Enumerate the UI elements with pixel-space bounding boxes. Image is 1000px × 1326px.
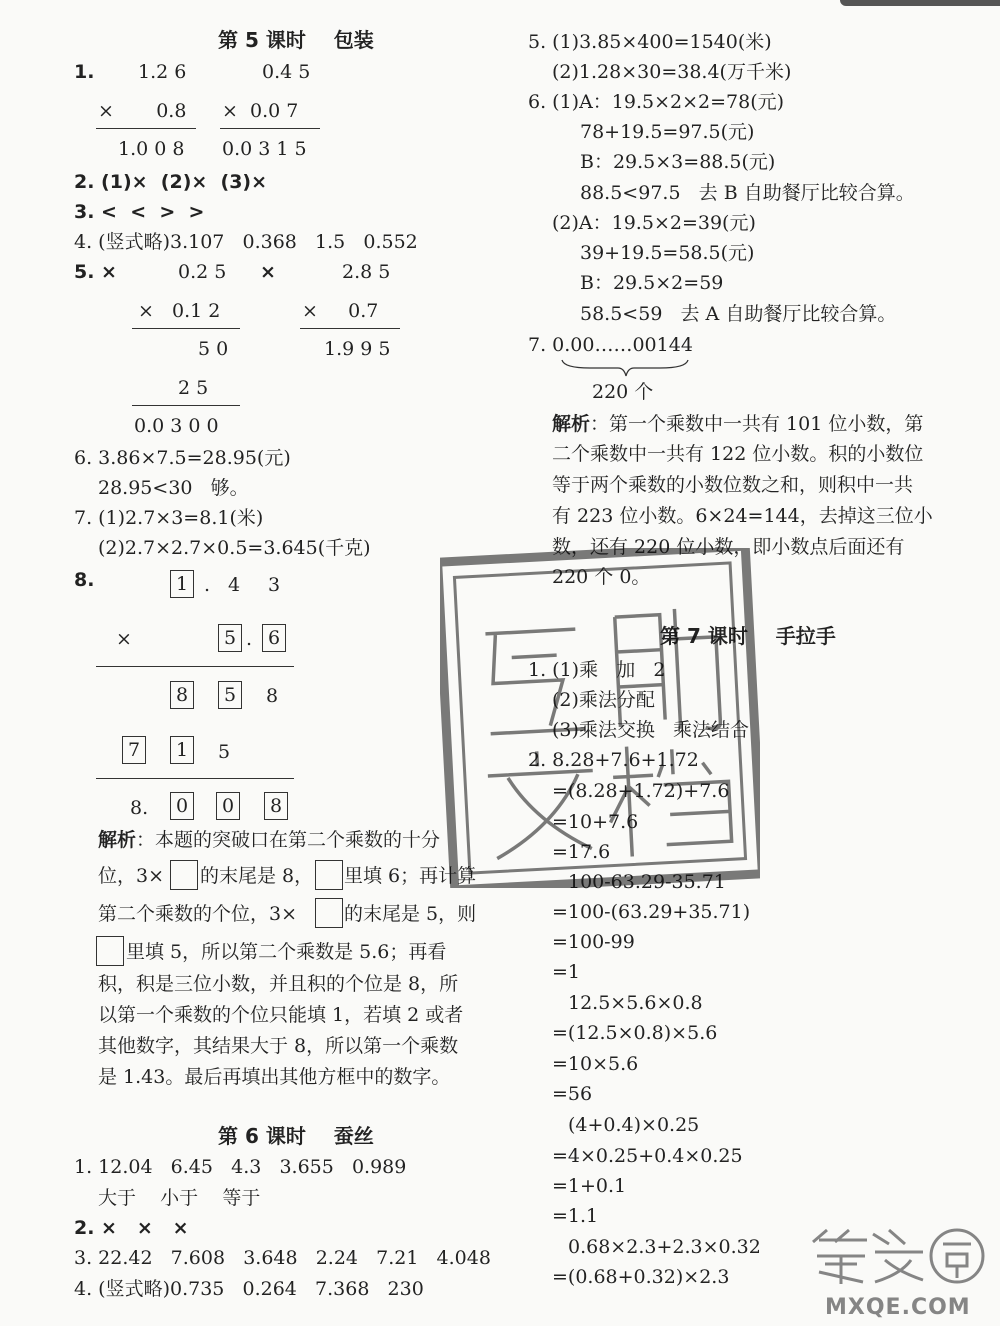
q1-a-top: 1.2 6 xyxy=(138,61,187,83)
s7-q2-a-line-2: =(8.28+1.72)+7.6 xyxy=(552,780,730,802)
s7-q2-d-line-4: =1.1 xyxy=(552,1205,599,1227)
s7-q2-b-line-1: 100-63.29-35.71 xyxy=(568,871,726,893)
s7-q2-e-line-2: =(0.68+0.32)×2.3 xyxy=(552,1266,730,1288)
q8-label: 8. xyxy=(74,569,95,591)
s7-q2-b-line-3: =100-99 xyxy=(552,931,635,953)
section-6-title: 第 6 课时 蚕丝 xyxy=(218,1124,374,1148)
s7-q2-a-line-4: =17.6 xyxy=(552,841,611,863)
r-q5-line-2: (2)1.28×30=38.4(万千米) xyxy=(552,61,792,83)
q8-rule-2 xyxy=(96,778,294,779)
r-explanation-line-4: 有 223 位小数。6×24=144，去掉这三位小 xyxy=(552,505,933,527)
r-explanation-line-5: 数，还有 220 位小数，即小数点后面还有 xyxy=(552,536,905,558)
s7-q2-c-line-1: 12.5×5.6×0.8 xyxy=(568,992,703,1014)
s6-q4-answer: 4. (竖式略)0.735 0.264 7.368 230 xyxy=(74,1278,424,1300)
q8-explanation-line-6: 以第一个乘数的个位只能填 1，若填 2 或者 xyxy=(98,1004,464,1026)
q8-row1-dot: . xyxy=(204,574,211,596)
q4-answer: 4. (竖式略)3.107 0.368 1.5 0.552 xyxy=(74,231,418,253)
s7-q2-b-line-4: =1 xyxy=(552,961,581,983)
q6-line-2: 28.95<30 够。 xyxy=(98,477,249,499)
s7-q2-d-line-3: =1+0.1 xyxy=(552,1175,627,1197)
q8-row3-box-2: 5 xyxy=(218,681,242,709)
r-q6-line-7: B：29.5×2=59 xyxy=(580,272,724,294)
q8-rule-1 xyxy=(96,666,294,667)
s7-q1-line-3: (3)乘法交换 乘法结合 xyxy=(552,719,750,741)
q8-row3-digit: 8 xyxy=(266,685,279,707)
r-explanation-line-3: 等于两个乘数的小数位数之和，则积中一共 xyxy=(552,474,914,496)
r-q7-underbrace xyxy=(560,358,690,380)
q5-a-top: 0.2 5 xyxy=(178,261,227,283)
q8-times-sign: × xyxy=(116,628,132,650)
s6-q2-answer: 2. × × × xyxy=(74,1217,189,1239)
q8-explanation-line-4: 里填 5，所以第二个乘数是 5.6；再看 xyxy=(126,941,447,963)
q7-line-2: (2)2.7×2.7×0.5=3.645(千克) xyxy=(98,537,371,559)
q8-row3-box-1: 8 xyxy=(170,681,194,709)
q5-a-result: 0.0 3 0 0 xyxy=(134,415,219,437)
s7-q1-line-1: 1. (1)乘 加 2 xyxy=(528,659,666,681)
q8-explanation-line-3b: 的末尾是 5，则 xyxy=(344,903,477,925)
r-explanation-label: 解析 xyxy=(552,413,591,435)
s7-q2-c-line-2: =(12.5×0.8)×5.6 xyxy=(552,1022,718,1044)
s6-q1-line-1: 1. 12.04 6.45 4.3 3.655 0.989 xyxy=(74,1156,407,1178)
q5-a-partial-1: 5 0 xyxy=(198,338,229,360)
q2-answer: 2. (1)× (2)× (3)× xyxy=(74,171,268,193)
s7-q2-c-line-3: =10×5.6 xyxy=(552,1053,639,1075)
s7-q2-e-line-1: 0.68×2.3+2.3×0.32 xyxy=(568,1236,761,1258)
section-5-title: 第 5 课时 包装 xyxy=(218,28,374,52)
q8-explanation-empty-box-4 xyxy=(96,936,124,966)
s6-q3-answer: 3. 22.42 7.608 3.648 2.24 7.21 4.048 xyxy=(74,1247,491,1269)
q8-row5-box-3: 8 xyxy=(264,792,288,820)
q1-a-result: 1.0 0 8 xyxy=(118,138,185,160)
q8-explanation-empty-box-1 xyxy=(170,860,198,890)
q8-row2-box-2: 6 xyxy=(262,624,286,652)
r-q6-line-8: 58.5<59 去 A 自助餐厅比较合算。 xyxy=(580,303,897,325)
q8-explanation-label: 解析 xyxy=(98,829,137,851)
q1-b-result: 0.0 3 1 5 xyxy=(222,138,307,160)
q5-b-top: 2.8 5 xyxy=(342,261,391,283)
s7-q2-a-line-3: =10+7.6 xyxy=(552,811,639,833)
r-explanation-line-2: 二个乘数中一共有 122 位小数。积的小数位 xyxy=(552,443,924,465)
r-q6-line-4: 88.5<97.5 去 B 自助餐厅比较合算。 xyxy=(580,182,915,204)
q8-explanation-line-2c: 里填 6；再计算 xyxy=(344,865,477,887)
r-explanation-text-1: ：第一个乘数中一共有 101 位小数，第 xyxy=(590,413,924,435)
s7-q2-a-line-1: 2. 8.28+7.6+1.72 xyxy=(528,749,699,771)
q1-b-top: 0.4 5 xyxy=(262,61,311,83)
svg-text:MXQE.COM: MXQE.COM xyxy=(825,1295,971,1320)
q1-b-mul: × 0.0 7 xyxy=(222,100,299,122)
q5-a-mul: × 0.1 2 xyxy=(138,300,221,322)
q5-a-rule-2 xyxy=(132,405,240,406)
q8-explanation-line-5: 积，积是三位小数，并且积的个位是 8，所 xyxy=(98,973,459,995)
r-q7-brace-label: 220 个 xyxy=(592,381,654,403)
q8-row2-dot: . xyxy=(246,628,253,650)
r-q6-line-6: 39+19.5=58.5(元) xyxy=(580,242,755,264)
q8-row1-digit-1: 4 xyxy=(228,574,241,596)
q8-row1-box: 1 xyxy=(170,570,194,598)
s7-q2-d-line-2: =4×0.25+0.4×0.25 xyxy=(552,1145,743,1167)
q8-row5-box-1: 0 xyxy=(170,792,194,820)
q5-b-result: 1.9 9 5 xyxy=(324,338,391,360)
q8-row1-digit-2: 3 xyxy=(268,574,281,596)
r-q7-answer: 7. 0.00……00144 xyxy=(528,334,693,356)
q5-second-cross: × xyxy=(260,261,276,283)
q8-explanation-line-7: 其他数字，其结果大于 8，所以第一个乘数 xyxy=(98,1035,459,1057)
q8-row4-box-2: 1 xyxy=(170,736,194,764)
q1-b-rule xyxy=(220,128,320,129)
r-q6-line-5: (2)A：19.5×2=39(元) xyxy=(552,212,756,234)
q8-explanation-line-8: 是 1.43。最后再填出其他方框中的数字。 xyxy=(98,1066,451,1088)
r-q6-line-3: B：29.5×3=88.5(元) xyxy=(580,151,776,173)
q8-explanation-line-1 xyxy=(98,828,440,852)
q5-label: 5. × xyxy=(74,261,117,283)
s7-q2-c-line-4: =56 xyxy=(552,1083,593,1105)
r-q6-line-2: 78+19.5=97.5(元) xyxy=(580,121,755,143)
q5-a-partial-2: 2 5 xyxy=(178,377,209,399)
r-q6-line-1: 6. (1)A：19.5×2×2=78(元) xyxy=(528,91,785,113)
q1-label: 1. xyxy=(74,61,95,83)
r-explanation-line-1 xyxy=(552,412,923,436)
top-edge-bar xyxy=(840,0,1000,6)
q7-line-1: 7. (1)2.7×3=8.1(米) xyxy=(74,507,264,529)
s7-q2-b-line-2: =100-(63.29+35.71) xyxy=(552,901,751,923)
q8-explanation-line-2b: 的末尾是 8， xyxy=(200,865,314,887)
q6-line-1: 6. 3.86×7.5=28.95(元) xyxy=(74,447,291,469)
q8-explanation-line-3a: 第二个乘数的个位，3× xyxy=(98,903,298,925)
q8-explanation-empty-box-2 xyxy=(315,860,343,890)
q8-row5-box-2: 0 xyxy=(216,792,240,820)
s6-q1-line-2: 大于 小于 等于 xyxy=(98,1187,261,1209)
q5-b-rule xyxy=(300,328,400,329)
s7-q2-d-line-1: (4+0.4)×0.25 xyxy=(568,1114,700,1136)
r-q5-line-1: 5. (1)3.85×400=1540(米) xyxy=(528,31,772,53)
q8-row4-box-1: 7 xyxy=(122,736,146,764)
q5-a-rule-1 xyxy=(132,328,240,329)
s7-q1-line-2: (2)乘法分配 xyxy=(552,689,655,711)
q8-explanation-text-1: ：本题的突破口在第二个乘数的十分 xyxy=(136,829,441,851)
q8-explanation-line-2a: 位，3× xyxy=(98,865,165,887)
q5-b-mul: × 0.7 xyxy=(302,300,379,322)
q1-a-rule xyxy=(96,128,196,129)
r-explanation-line-6: 220 个 0。 xyxy=(552,566,651,588)
q8-row2-box-1: 5 xyxy=(218,624,242,652)
stamp-seal xyxy=(440,548,760,888)
section-7-title: 第 7 课时 手拉手 xyxy=(660,624,836,648)
q8-explanation-empty-box-3 xyxy=(315,898,343,928)
q3-answer: 3. < < > > xyxy=(74,201,205,223)
q1-a-mul: × 0.8 xyxy=(98,100,187,122)
watermark-logo xyxy=(805,1222,995,1322)
q8-row5-prefix: 8. xyxy=(130,797,149,819)
q8-row4-digit: 5 xyxy=(218,741,231,763)
